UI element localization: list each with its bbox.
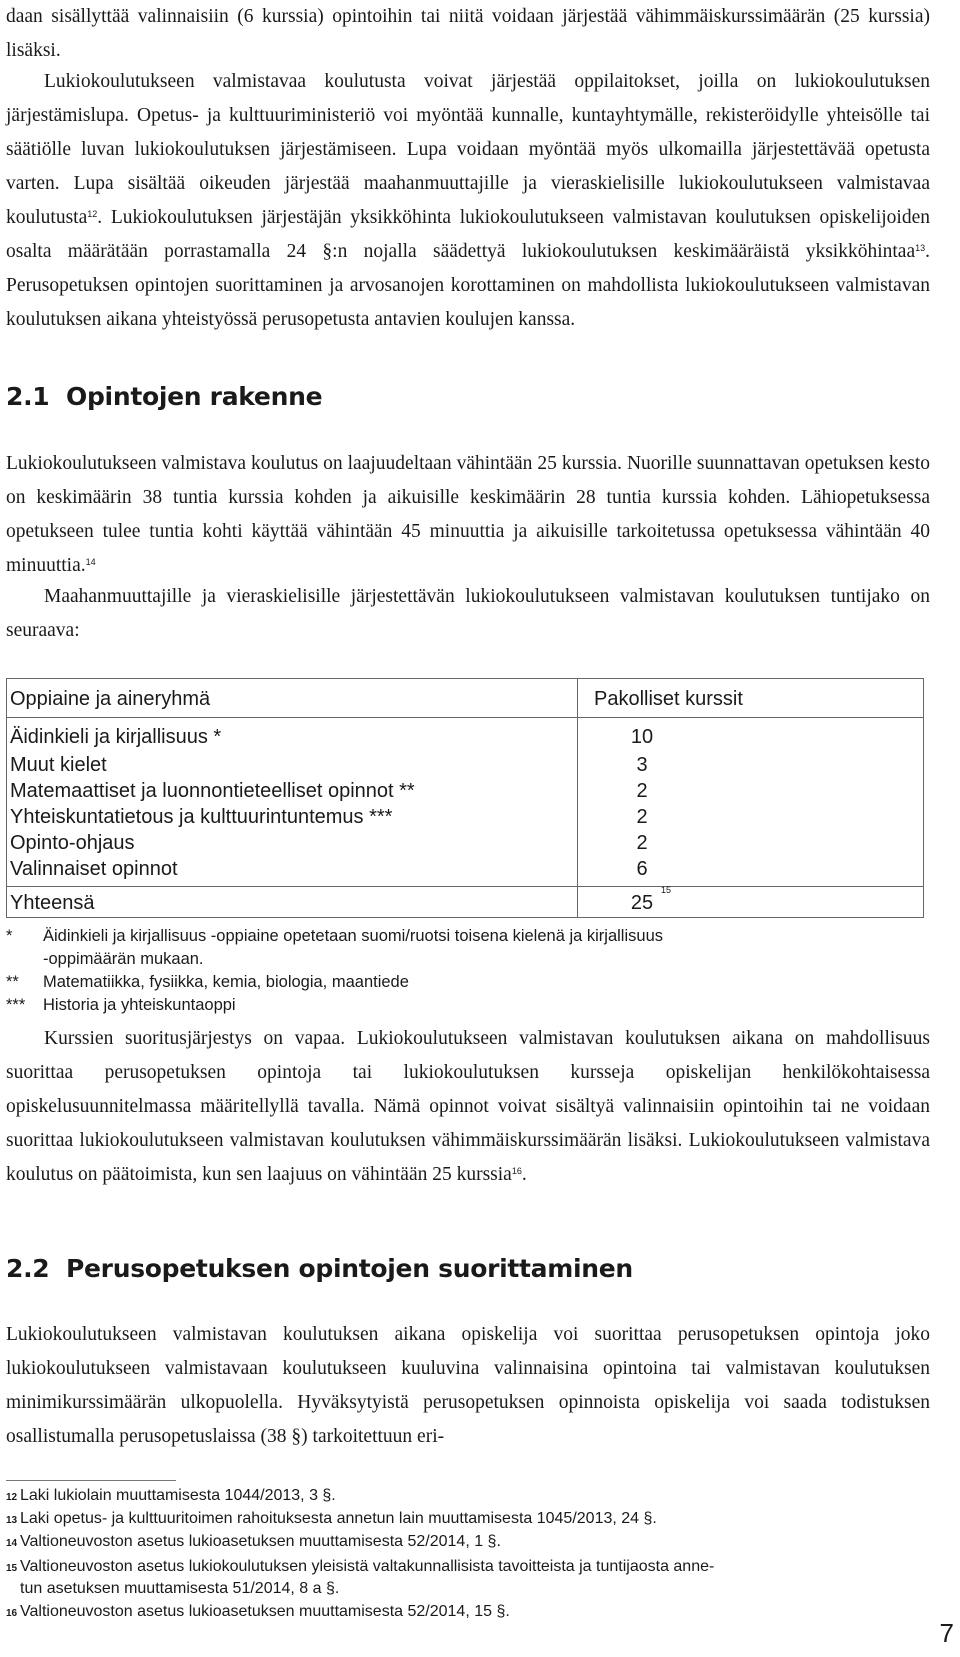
table-row-subject: Äidinkieli ja kirjallisuus * (10, 726, 222, 748)
table-row-courses: 2 (636, 780, 648, 802)
note-text: Historia ja yhteiskuntaoppi (43, 996, 236, 1014)
note-marker: *** (6, 996, 26, 1014)
footnote-number: 14 (6, 1538, 18, 1549)
table-divider (577, 679, 578, 917)
section-number: 2.2 (6, 1254, 50, 1283)
table-row-courses: 3 (636, 754, 648, 776)
note-marker: * (6, 927, 13, 945)
table-row-subject: Opinto-ohjaus (10, 832, 135, 854)
curriculum-table (6, 678, 924, 918)
footnote (6, 1531, 501, 1555)
footnote-number: 16 (6, 1608, 18, 1619)
intro-paragraph (6, 65, 930, 337)
table-row-subject: Yhteiskuntatietous ja kulttuurintuntemus *** (10, 806, 393, 828)
table-divider (7, 717, 923, 718)
table-row-subject: Matemaattiset ja luonnontieteelliset opinnot ** (10, 780, 415, 802)
table-total-value: 25 (630, 892, 654, 914)
footnote-text: Valtioneuvoston asetus lukioasetuksen muuttamisesta 52/2014, 1 §. (20, 1533, 501, 1550)
table-row-courses: 6 (636, 858, 648, 880)
footnote-number: 15 (6, 1563, 18, 1574)
footnote-text: Laki lukiolain muuttamisesta 1044/2013, 3 §. (20, 1487, 336, 1504)
footnote (6, 1508, 657, 1532)
paragraph-text: Lukiokoulutukseen valmistavan koulutuksen aikana opiskelija voi suorittaa perusopetuksen opintoja joko lukiokoulutukseen valmistavaan koulutukseen kuuluvina valinnaisina opintoina tai valmistavan koulutuksen minimikurssimäärän ulkopuolella. Hyväksytyistä perusopetuksen opinnoista opiskelija voi saada todistuksen osallistumalla perusopetuslaissa (38 §) tarkoitettuun eri- (6, 1324, 930, 1447)
footnote-ref-15[interactable]: 15 (661, 885, 672, 895)
footnote-text: tun asetuksen muuttamisesta 51/2014, 8 a §. (20, 1580, 340, 1597)
note-marker: ** (6, 973, 19, 991)
footnote-text: Valtioneuvoston asetus lukioasetuksen muuttamisesta 52/2014, 15 §. (20, 1603, 510, 1620)
page-number: 7 (939, 1618, 954, 1648)
paragraph-text-end: . (521, 1164, 527, 1185)
section-heading-2-2 (6, 1254, 633, 1283)
table-notes (6, 925, 906, 1017)
section-2-1-paragraph-2 (6, 580, 930, 648)
intro-text: daan sisällyttää valinnaisiin (6 kurssia) opintoihin tai niitä voidaan järjestää vähimmäiskurssimäärän (25 kurssia) lisäksi. (6, 6, 930, 61)
footnote (6, 1578, 339, 1600)
paragraph-text: Maahanmuuttajille ja vieraskielisille järjestettävän lukiokoulutukseen valmistavan koulutuksen tuntijako on seuraava: (6, 586, 930, 641)
section-2-1-paragraph (6, 447, 930, 583)
footnote (6, 1556, 714, 1580)
section-2-2-paragraph (6, 1318, 930, 1454)
footnote-ref-16[interactable]: 16 (511, 1166, 522, 1176)
section-number: 2.1 (6, 382, 50, 411)
footnote (6, 1601, 510, 1625)
table-row-subject: Valinnaiset opinnot (10, 858, 178, 880)
table-total-label: Yhteensä (10, 892, 95, 914)
table-row-courses: 2 (636, 832, 648, 854)
footnote (6, 1485, 336, 1509)
paragraph-text: Kurssien suoritusjärjestys on vapaa. Lukiokoulutukseen valmistavan koulutuksen aikana on mahdollisuus suorittaa perusopetuksen opintoja tai lukiokoulutuksen kursseja opiskelijan henkilökohtaisessa opiskelusuunnitelmassa määritellyllä tavalla. Nämä opinnot voivat sisältyä valinnaisiin opintoihin tai ne voidaan suorittaa lukiokoulutukseen valmistavan koulutuksen vähimmäiskurssimäärän lisäksi. Lukiokoulutukseen valmistava koulutus on päätoimista, kun sen laajuus on vähintään 25 kurssia (6, 1028, 930, 1185)
section-title: Perusopetuksen opintojen suorittaminen (66, 1254, 633, 1283)
note-text: -oppimäärän mukaan. (43, 950, 204, 968)
footnote-ref-13[interactable]: 13 (915, 243, 926, 253)
footnote-number: 13 (6, 1515, 18, 1526)
table-row-courses: 2 (636, 806, 648, 828)
footnote-ref-14[interactable]: 14 (85, 557, 96, 567)
intro-text-c: . Perusopetuksen opintojen suorittaminen ja arvosanojen korottaminen on mahdollista lukiokoulutukseen valmistavan koulutuksen aikana yhteistyössä perusopetusta antavien koulujen kanssa. (6, 241, 930, 330)
table-header-subject: Oppiaine ja aineryhmä (10, 688, 211, 710)
intro-paragraph-continued (6, 0, 930, 68)
table-row-courses: 10 (630, 726, 654, 748)
intro-text-a: Lukiokoulutukseen valmistavaa koulutusta voivat järjestää oppilaitokset, joilla on lukiokoulutuksen järjestämislupa. Opetus- ja kulttuuriministeriö voi myöntää kunnalle, kuntayhtymälle, rekisteröidylle yhteisölle tai säätiölle luvan lukiokoulutuksen järjestämiseen. Lupa voidaan myöntää myös ulkomailla järjestettävää opetusta varten. Lupa sisältää oikeuden järjestää maahanmuuttajille ja vieraskielisille lukiokoulutukseen valmistavaa koulutusta (6, 71, 930, 228)
table-divider (7, 886, 923, 887)
note-text: Matematiikka, fysiikka, kemia, biologia, maantiede (43, 973, 409, 991)
intro-text-b: . Lukiokoulutuksen järjestäjän yksikköhinta lukiokoulutukseen valmistavan koulutuksen opiskelijoiden osalta määrätään porrastamalla 24 §:n nojalla säädettyä lukiokoulutuksen keskimääräistä yksikköhintaa (6, 207, 930, 262)
table-header-courses: Pakolliset kurssit (594, 688, 743, 710)
table-row-subject: Muut kielet (10, 754, 107, 776)
paragraph-text: Lukiokoulutukseen valmistava koulutus on laajuudeltaan vähintään 25 kurssia. Nuorille suunnattavan opetuksen kesto on keskimäärin 38 tuntia kurssia kohden ja aikuisille keskimäärin 28 tuntia kurssia kohden. Lähiopetuksessa opetukseen tulee tuntia kohti käyttää vähintään 45 minuuttia ja aikuisille tarkoitetussa opetuksessa vähintään 40 minuuttia. (6, 453, 930, 576)
footnote-separator (6, 1480, 176, 1481)
footnote-number: 12 (6, 1492, 18, 1503)
section-heading-2-1 (6, 382, 322, 411)
note-text: Äidinkieli ja kirjallisuus -oppiaine opetetaan suomi/ruotsi toisena kielenä ja kirjallisuus (43, 927, 663, 945)
after-table-paragraph (6, 1022, 930, 1192)
footnote-ref-12[interactable]: 12 (87, 209, 98, 219)
section-title: Opintojen rakenne (66, 382, 323, 411)
footnote-text: Valtioneuvoston asetus lukiokoulutuksen yleisistä valtakunnallisista tavoitteista ja tuntijaosta anne- (20, 1558, 715, 1575)
footnote-text: Laki opetus- ja kulttuuritoimen rahoituksesta annetun lain muuttamisesta 1045/2013, 24 §. (20, 1510, 657, 1527)
